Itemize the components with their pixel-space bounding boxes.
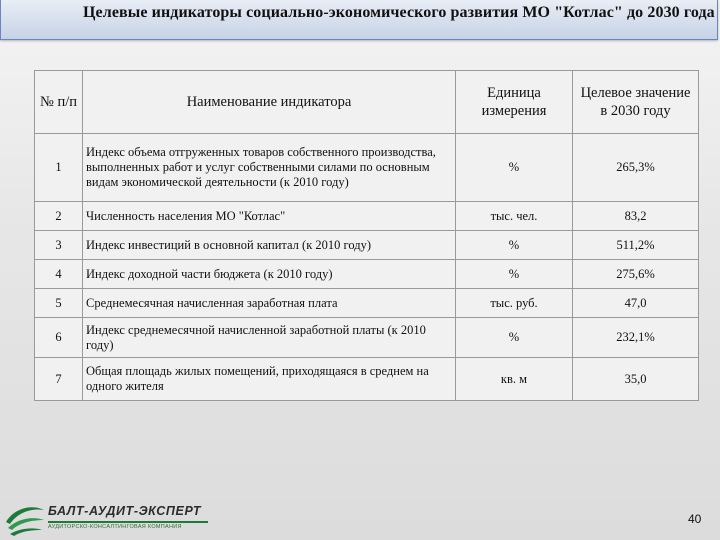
slide-title: Целевые индикаторы социально-экономического развития МО "Котлас" до 2030 года [83,4,715,21]
row-name: Индекс инвестиций в основной капитал (к 2010 году) [83,231,456,260]
row-unit: тыс. руб. [456,289,573,318]
row-num: 1 [35,134,83,202]
row-value: 47,0 [573,289,699,318]
logo-divider [48,521,208,523]
table-row [35,318,699,358]
row-value: 275,6% [573,260,699,289]
row-name: Индекс объема отгруженных товаров собственного производства, выполненных работ и услуг собственными силами по основным видам экономической деятельности (к 2010 году) [83,134,456,202]
header-unit: Единица измерения [456,71,573,134]
company-logo [4,500,214,538]
page-number: 40 [688,512,702,526]
row-unit: тыс. чел. [456,202,573,231]
row-unit: % [456,318,573,358]
table-row [35,202,699,231]
row-num: 4 [35,260,83,289]
row-unit: % [456,260,573,289]
row-unit: % [456,231,573,260]
logo-name: БАЛТ-АУДИТ-ЭКСПЕРТ [48,504,202,518]
row-name: Общая площадь жилых помещений, приходящаяся в среднем на одного жителя [83,358,456,401]
row-num: 2 [35,202,83,231]
row-value: 35,0 [573,358,699,401]
row-name: Численность населения МО "Котлас" [83,202,456,231]
row-num: 5 [35,289,83,318]
row-unit: % [456,134,573,202]
row-num: 7 [35,358,83,401]
table-row [35,260,699,289]
indicators-table [34,70,699,401]
leaf-swirl-icon [4,500,46,538]
table-row [35,289,699,318]
logo-subtitle: АУДИТОРСКО-КОНСАЛТИНГОВАЯ КОМПАНИЯ [48,524,182,530]
row-value: 232,1% [573,318,699,358]
header-value: Целевое значение в 2030 году [573,71,699,134]
table-row [35,358,699,401]
table-header-row [35,71,699,134]
title-bar [0,0,718,40]
row-name: Индекс среднемесячной начисленной заработной платы (к 2010 году) [83,318,456,358]
row-unit: кв. м [456,358,573,401]
header-name: Наименование индикатора [83,71,456,134]
row-name: Индекс доходной части бюджета (к 2010 году) [83,260,456,289]
row-name: Среднемесячная начисленная заработная плата [83,289,456,318]
table-row [35,134,699,202]
row-num: 3 [35,231,83,260]
row-value: 265,3% [573,134,699,202]
row-value: 511,2% [573,231,699,260]
row-num: 6 [35,318,83,358]
header-num: № п/п [35,71,83,134]
row-value: 83,2 [573,202,699,231]
table-row [35,231,699,260]
